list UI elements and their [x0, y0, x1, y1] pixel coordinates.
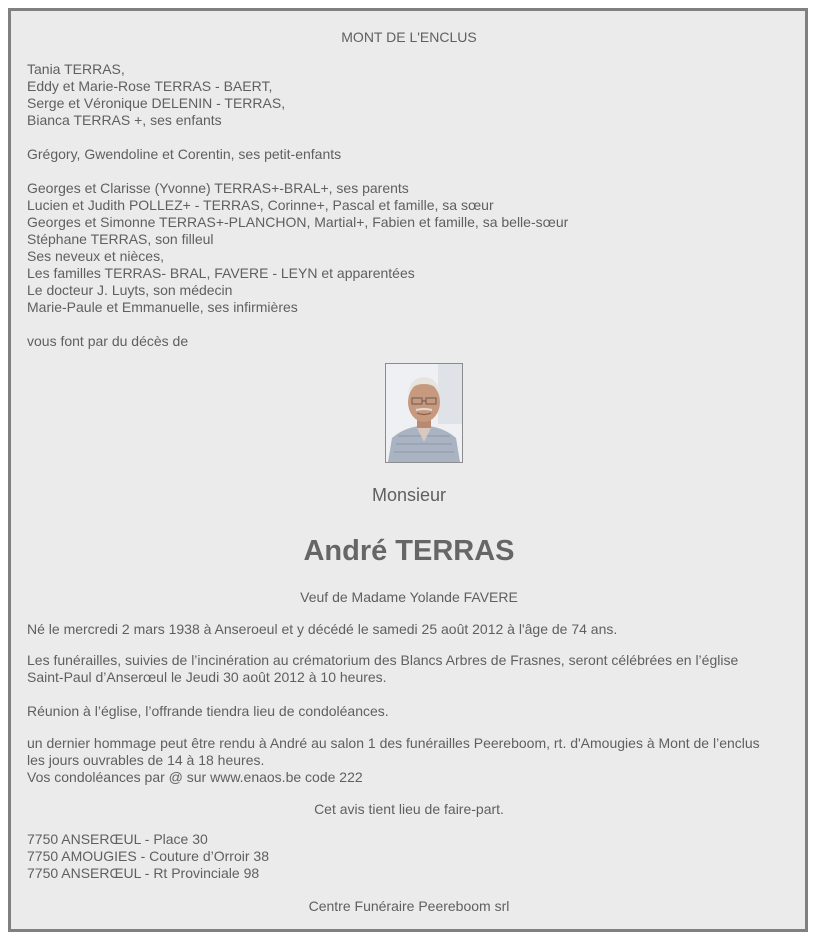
deceased-name: André TERRAS	[303, 535, 515, 567]
reunion-text: Réunion à l’église, l’offrande tiendra lieu de condoléances.	[27, 703, 389, 719]
intro-line	[27, 333, 188, 350]
hommage-line: les jours ouvrables de 14 à 18 heures.	[27, 752, 265, 768]
family-line: Ses neveux et nièces,	[27, 248, 164, 264]
grandchildren-line	[27, 146, 341, 163]
notice-text: Cet avis tient lieu de faire-part.	[314, 801, 504, 817]
obituary-card	[8, 8, 808, 932]
portrait-photo	[385, 363, 463, 463]
family-line: Stéphane TERRAS, son filleul	[27, 231, 214, 247]
children-list	[27, 61, 285, 129]
family-line: Georges et Clarisse (Yvonne) TERRAS+-BRAL+, ses parents	[27, 180, 409, 196]
family-line: Lucien et Judith POLLEZ+ - TERRAS, Corinne+, Pascal et famille, sa sœur	[27, 197, 494, 213]
children-line: Tania TERRAS,	[27, 61, 125, 77]
children-line: Eddy et Marie-Rose TERRAS - BAERT,	[27, 78, 273, 94]
birth-death-text: Né le mercredi 2 mars 1938 à Anseroeul et y décédé le samedi 25 août 2012 à l'âge de 74 ans.	[27, 621, 618, 637]
birth-death	[27, 621, 617, 638]
address-line: 7750 ANSERŒUL - Place 30	[27, 831, 208, 847]
family-line: Marie-Paule et Emmanuelle, ses infirmières	[27, 299, 298, 315]
hommage-info	[27, 735, 760, 786]
children-line: Serge et Véronique DELENIN - TERRAS,	[27, 95, 286, 111]
funeral-home-name: Centre Funéraire Peereboom srl	[308, 898, 510, 914]
reunion-info	[27, 703, 389, 720]
grandchildren-text: Grégory, Gwendoline et Corentin, ses petit-enfants	[27, 146, 342, 162]
footer-line	[27, 898, 791, 915]
salutation: Monsieur	[371, 485, 447, 505]
funeral-info	[27, 652, 738, 686]
intro-text: vous font par du décès de	[27, 333, 189, 349]
family-list	[27, 180, 568, 316]
portrait-image	[386, 364, 462, 462]
address-line: 7750 ANSERŒUL - Rt Provinciale 98	[27, 865, 260, 881]
family-line: Georges et Simonne TERRAS+-PLANCHON, Martial+, Fabien et famille, sa belle-sœur	[27, 214, 569, 230]
notice-line	[27, 801, 791, 818]
hommage-line: Vos condoléances par @ sur www.enaos.be code 222	[27, 769, 363, 785]
funeral-line: Les funérailles, suivies de l’incinération au crématorium des Blancs Arbres de Frasnes, seront célébrées en l’église	[27, 652, 739, 668]
spouse-text: Veuf de Madame Yolande FAVERE	[300, 589, 518, 605]
family-line: Le docteur J. Luyts, son médecin	[27, 282, 233, 298]
spouse-line	[27, 589, 791, 606]
family-line: Les familles TERRAS- BRAL, FAVERE - LEYN et apparentées	[27, 265, 415, 281]
funeral-line: Saint-Paul d’Anserœul le Jeudi 30 août 2012 à 10 heures.	[27, 669, 387, 685]
address-line: 7750 AMOUGIES - Couture d’Orroir 38	[27, 848, 269, 864]
town-header: MONT DE L'ENCLUS	[341, 29, 477, 45]
hommage-line: un dernier hommage peut être rendu à André au salon 1 des funérailles Peereboom, rt. d'Amougies à Mont de l’enclus	[27, 735, 760, 751]
children-line: Bianca TERRAS +, ses enfants	[27, 112, 222, 128]
address-list	[27, 831, 269, 882]
